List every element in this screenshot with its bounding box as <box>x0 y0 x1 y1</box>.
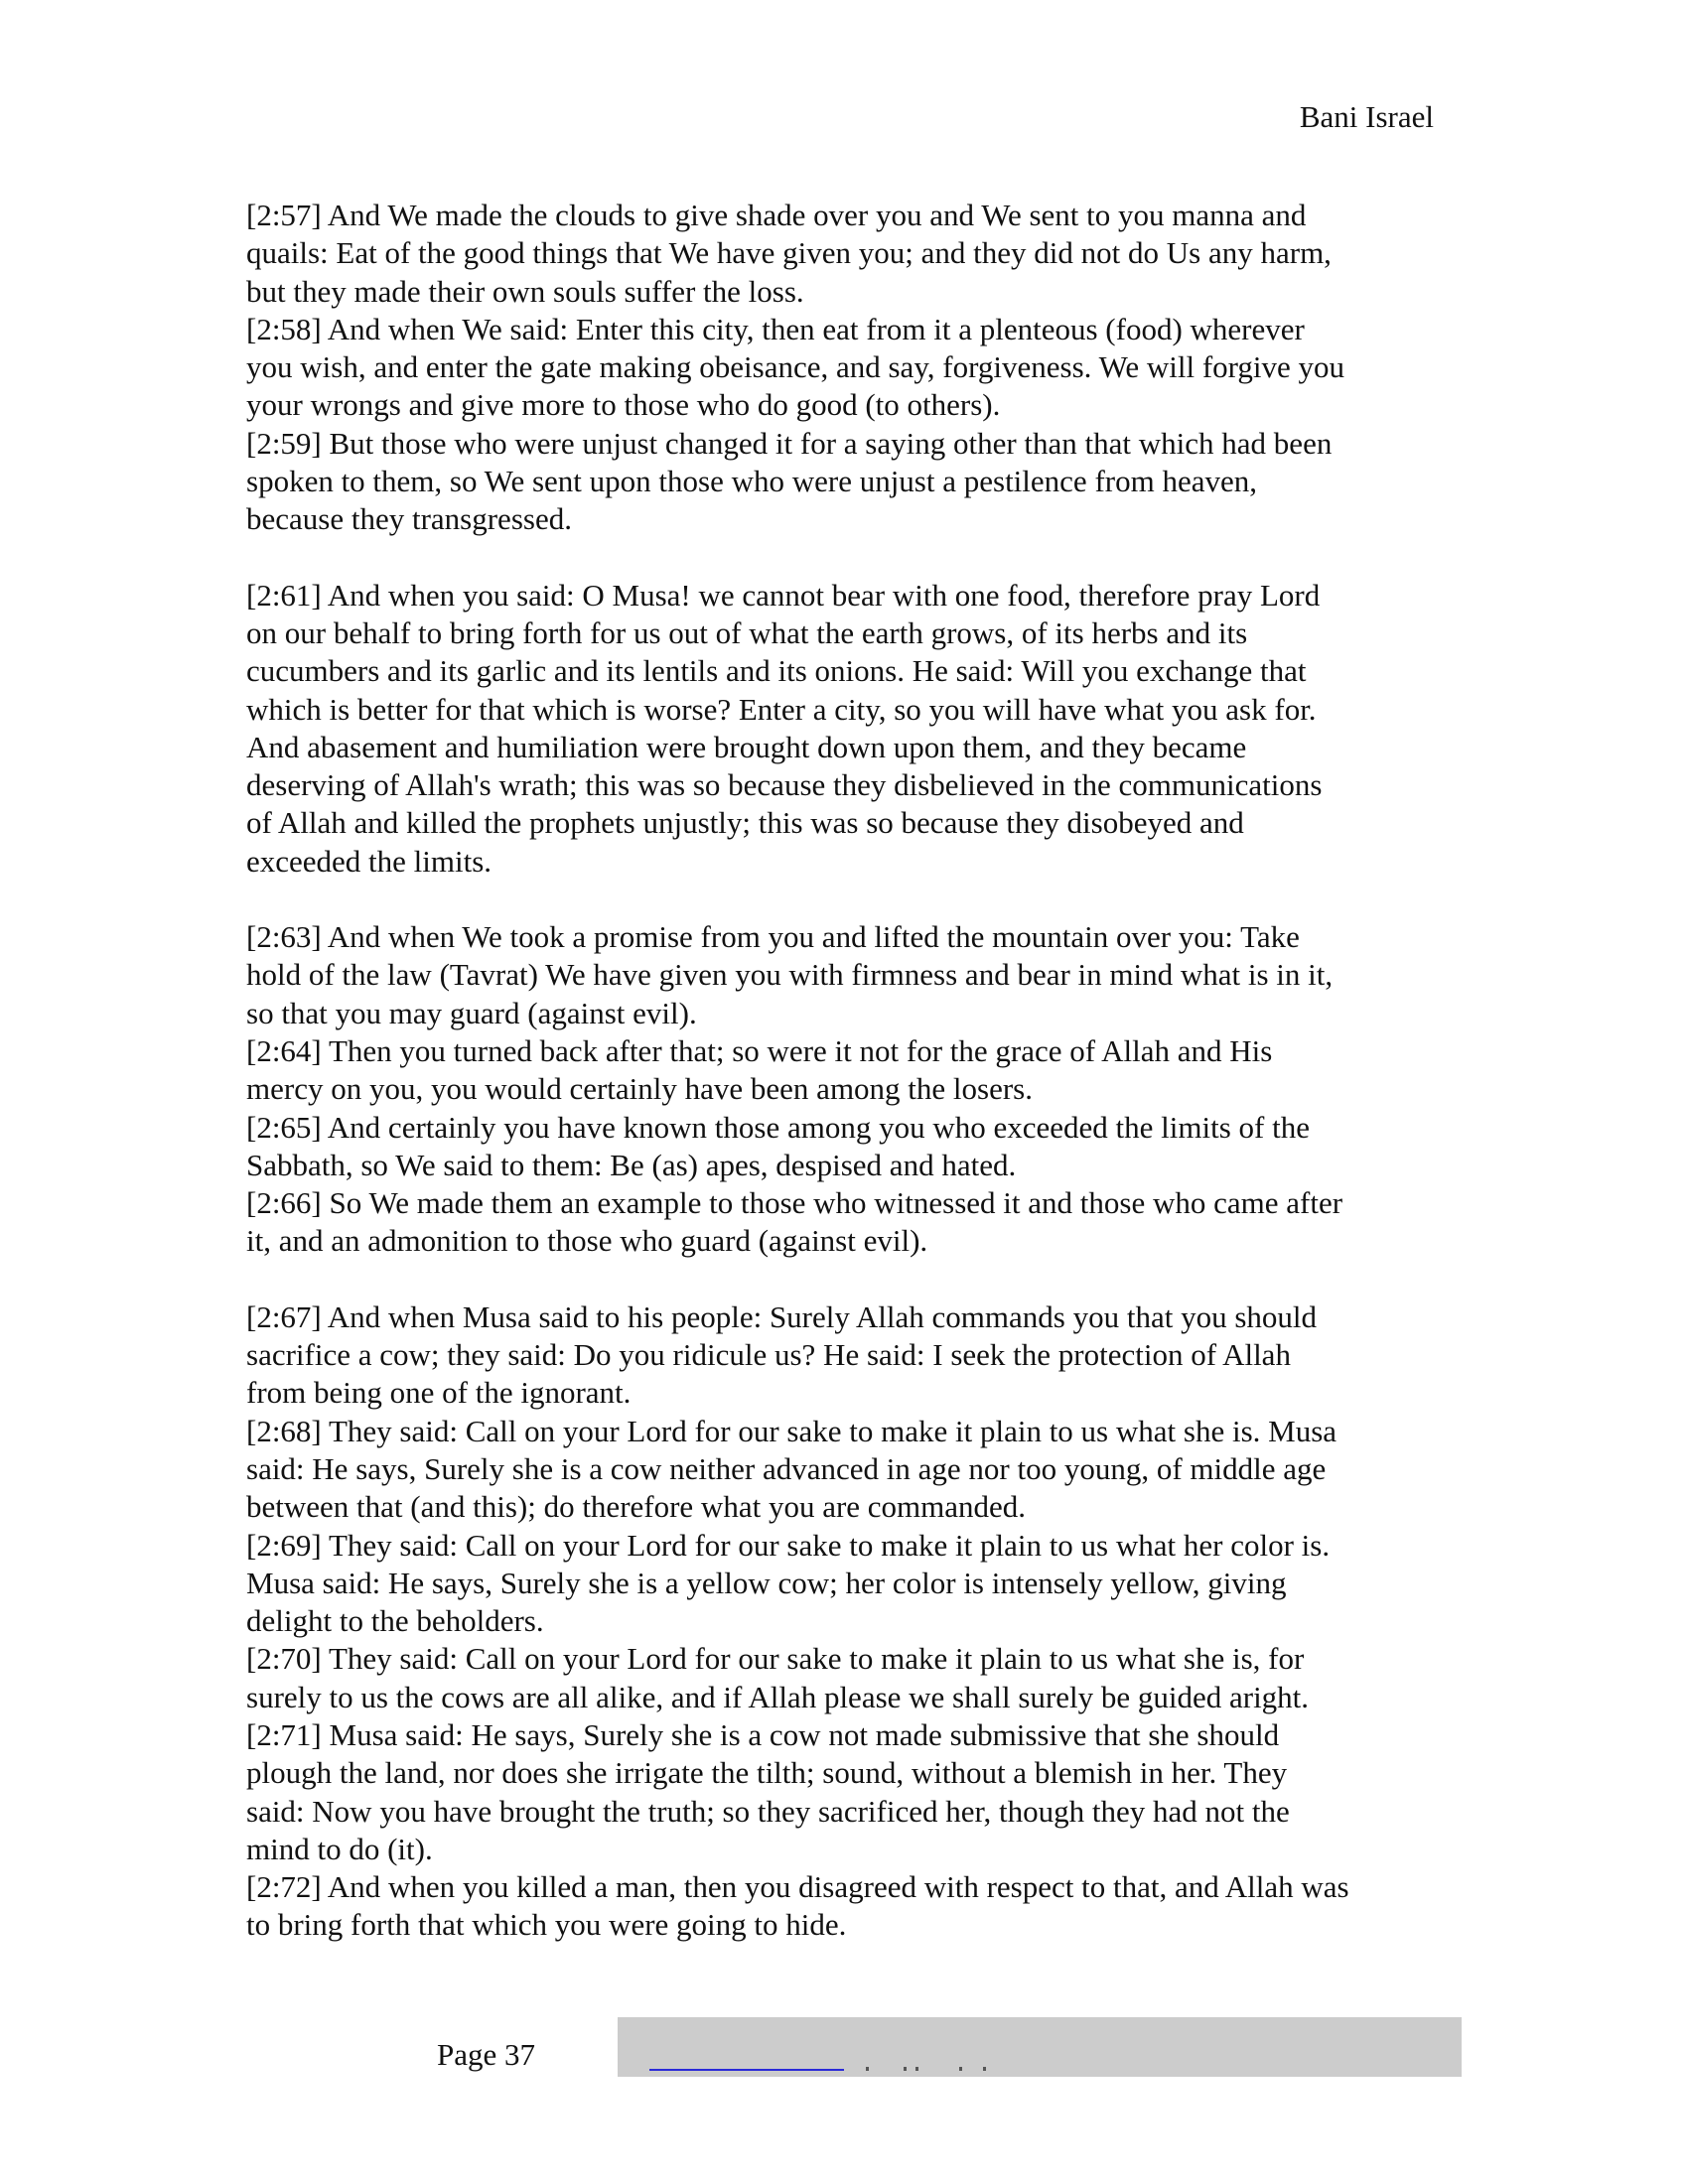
text-line: on our behalf to bring forth for us out of what the earth grows, of its herbs and its <box>246 614 1248 650</box>
page-number: Page 37 <box>437 2037 536 2072</box>
text-line: exceeded the limits. <box>246 843 492 879</box>
text-line: it, and an admonition to those who guard (against evil). <box>246 1223 928 1259</box>
text-line: which is better for that which is worse? Enter a city, so you will have what you ask for. <box>246 691 1317 727</box>
text-line: [2:58] And when We said: Enter this city, then eat from it a plenteous (food) wherever <box>246 311 1305 346</box>
text-line: [2:61] And when you said: O Musa! we cannot bear with one food, therefore pray Lord <box>246 577 1321 613</box>
text-line: [2:67] And when Musa said to his people: Surely Allah commands you that you should <box>246 1298 1318 1334</box>
text-line: [2:64] Then you turned back after that; so were it not for the grace of Allah and His <box>246 1032 1273 1068</box>
text-line: but they made their own souls suffer the loss. <box>246 273 804 309</box>
text-line: [2:68] They said: Call on your Lord for our sake to make it plain to us what she is. Musa <box>246 1413 1337 1448</box>
text-line: [2:63] And when We took a promise from you and lifted the mountain over you: Take <box>246 919 1300 955</box>
paragraph <box>246 577 1438 881</box>
text-line: deserving of Allah's wrath; this was so because they disbelieved in the communications <box>246 767 1323 803</box>
paragraph <box>246 197 1438 539</box>
text-line: [2:65] And certainly you have known those among you who exceeded the limits of the <box>246 1109 1310 1145</box>
text-line: [2:66] So We made them an example to those who witnessed it and those who came after <box>246 1185 1343 1221</box>
text-line: because they transgressed. <box>246 501 572 537</box>
text-line: mercy on you, you would certainly have been among the losers. <box>246 1071 1033 1107</box>
text-line: quails: Eat of the good things that We have given you; and they did not do Us any harm, <box>246 235 1332 271</box>
text-line: cucumbers and its garlic and its lentils and its onions. He said: Will you exchange that <box>246 653 1307 689</box>
text-line: [2:70] They said: Call on your Lord for our sake to make it plain to us what she is, for <box>246 1641 1305 1677</box>
text-line: And abasement and humiliation were brought down upon them, and they became <box>246 729 1247 764</box>
text-line: sacrifice a cow; they said: Do you ridicule us? He said: I seek the protection of Allah <box>246 1337 1291 1373</box>
text-line: so that you may guard (against evil). <box>246 995 697 1030</box>
text-line: delight to the beholders. <box>246 1603 544 1639</box>
text-line: [2:57] And We made the clouds to give shade over you and We sent to you manna and <box>246 198 1307 232</box>
footer-banner <box>618 2017 1462 2077</box>
text-line: you wish, and enter the gate making obeisance, and say, forgiveness. We will forgive you <box>246 349 1345 385</box>
text-line: Musa said: He says, Surely she is a yellow cow; her color is intensely yellow, giving <box>246 1565 1287 1600</box>
text-line: [2:59] But those who were unjust changed it for a saying other than that which had been <box>246 425 1333 461</box>
footer-text-remnant <box>856 2065 995 2071</box>
text-line: of Allah and killed the prophets unjustly; this was so because they disobeyed and <box>246 805 1244 841</box>
paragraph <box>246 918 1438 1261</box>
text-line: [2:71] Musa said: He says, Surely she is a cow not made submissive that she should <box>246 1716 1280 1752</box>
text-line: spoken to them, so We sent upon those who were unjust a pestilence from heaven, <box>246 464 1257 499</box>
text-line: to bring forth that which you were going to hide. <box>246 1907 847 1943</box>
body-text <box>246 197 1438 1982</box>
paragraph <box>246 1298 1438 1945</box>
text-line: Sabbath, so We said to them: Be (as) apes, despised and hated. <box>246 1147 1017 1182</box>
text-line: said: He says, Surely she is a cow neither advanced in age nor too young, of middle age <box>246 1450 1327 1486</box>
text-line: said: Now you have brought the truth; so they sacrificed her, though they had not the <box>246 1793 1290 1829</box>
text-line: surely to us the cows are all alike, and if Allah please we shall surely be guided aright. <box>246 1679 1310 1714</box>
text-line: from being one of the ignorant. <box>246 1375 632 1411</box>
text-line: plough the land, nor does she irrigate the tilth; sound, without a blemish in her. They <box>246 1755 1288 1791</box>
text-line: hold of the law (Tavrat) We have given you with firmness and bear in mind what is in it, <box>246 957 1334 993</box>
text-line: your wrongs and give more to those who do good (to others). <box>246 387 1001 423</box>
text-line: [2:72] And when you killed a man, then you disagreed with respect to that, and Allah was <box>246 1869 1349 1905</box>
running-header: Bani Israel <box>1299 99 1434 134</box>
text-line: [2:69] They said: Call on your Lord for our sake to make it plain to us what her color is. <box>246 1527 1331 1563</box>
text-line: mind to do (it). <box>246 1831 433 1866</box>
text-line: between that (and this); do therefore what you are commanded. <box>246 1489 1027 1525</box>
footer-link-underline[interactable] <box>649 2069 844 2071</box>
